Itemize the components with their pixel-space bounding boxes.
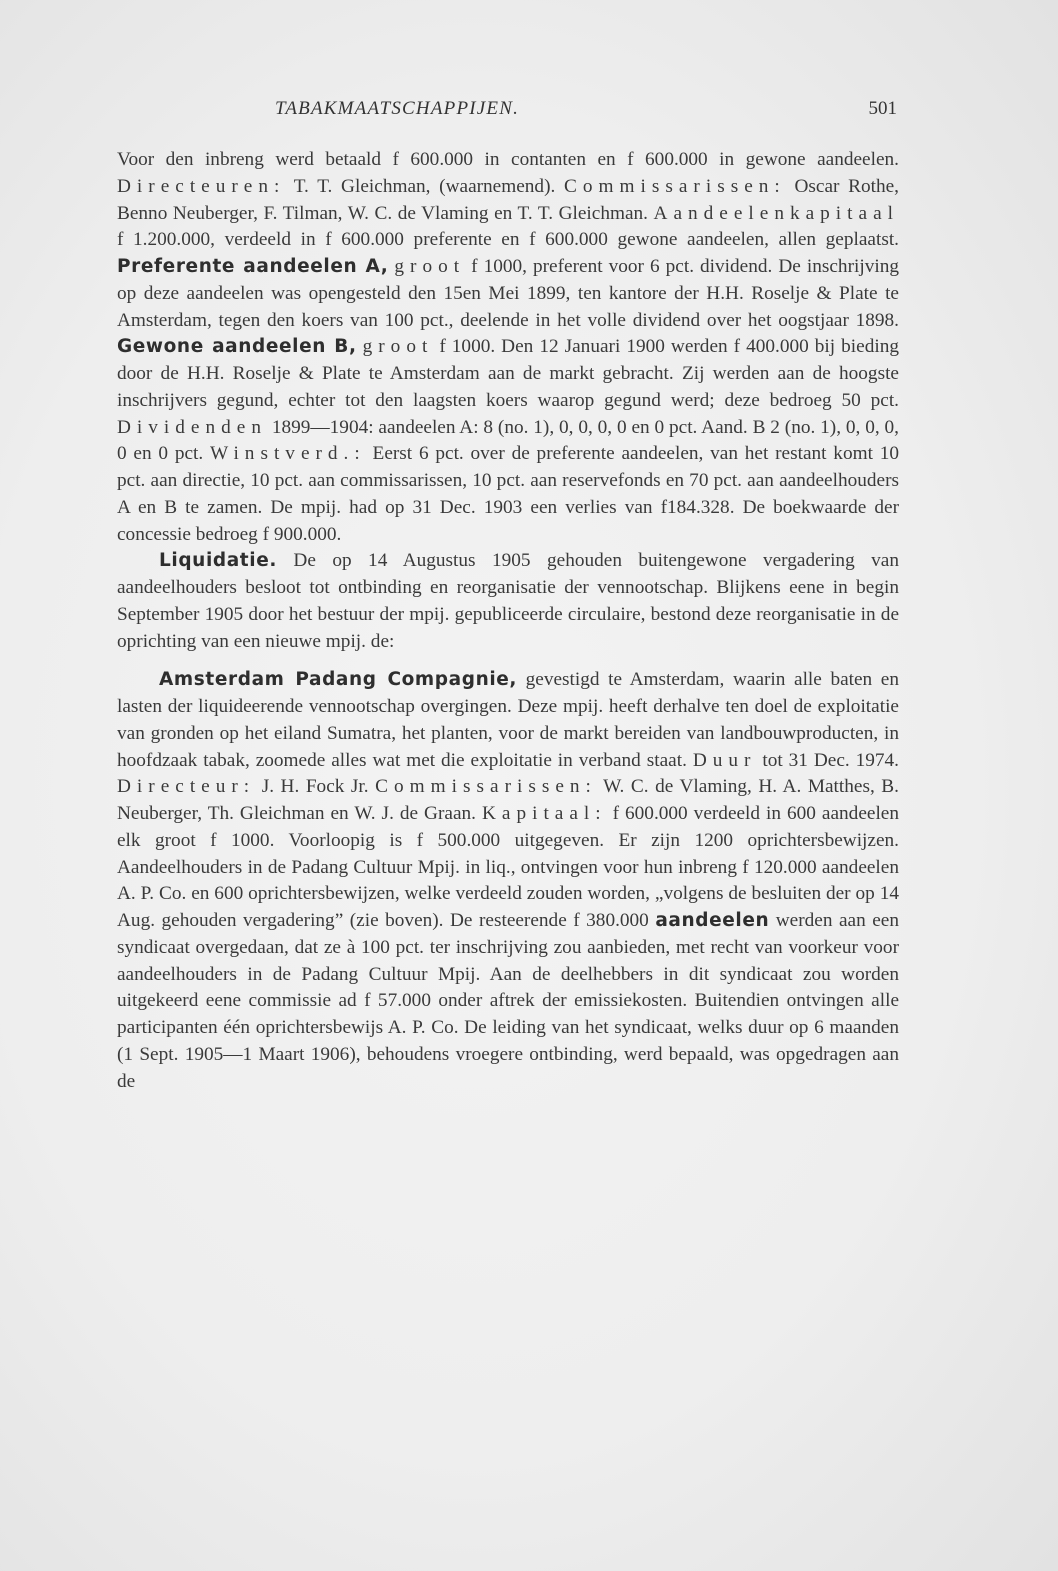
text-run: f 1.200.000, verdeeld in f 600.000 preferente en f 600.000 gewone aandeelen, allen geplaatst. [117,229,899,251]
spaced-label: Kapitaal: [481,803,607,824]
page-number: 501 [868,98,897,119]
spaced-label: Directeuren: [117,175,286,197]
spaced-label: Aandeelenkapitaal [653,202,899,224]
bold-heading: Preferente aandeelen A, [117,256,389,277]
spaced-label: groot [394,256,466,277]
paragraph-preferente [117,147,899,548]
text-run: Voor den inbreng werd betaald f 600.000 in contanten en f 600.000 in gewone aandeelen. [117,149,899,170]
bold-heading: aandeelen [655,910,770,931]
running-head [117,93,899,123]
text-run: T. T. Gleichman, (waarnemend). [285,175,565,197]
bold-heading: Amsterdam Padang Compagnie, [159,669,518,691]
paragraph-amsterdam-padang-compagnie [117,667,899,1095]
spaced-label: Duur [692,749,757,771]
text-run: Eerst 6 pct. over de preferente aandeelen, van het restant komt 10 pct. aan directie, 10 pct. aan commissarissen, 10 pct. aan reservefonds en 70 pct. aan aandeelhouders A en B te zamen. De mpij. had op 31 Dec. 1903 een verlies van f184.328. De boekwaarde der concessie bedroeg f 900.000. [117,443,900,545]
text-run: De op 14 Augustus 1905 gehouden buitengewone vergadering van aandeelhouders besloot tot ontbinding en reorganisatie der vennootschap. Blijkens eene in begin September 1905 door het bestuur der mpij. gepubliceerde circulaire, bestond deze reorganisatie in de oprichting van een nieuwe mpij. de: [117,550,899,652]
bold-heading: Liquidatie. [159,550,277,572]
spaced-label: groot [362,336,434,358]
running-head-title: TABAKMAATSCHAPPIJEN. [275,98,520,119]
bold-heading: Gewone aandeelen B, [117,336,357,358]
spaced-label: Commissarissen: [564,175,786,197]
text-run: tot 31 Dec. 1974. [756,749,899,771]
text-run: f 1000. Den 12 Januari 1900 werden f 400.000 bij bieding door de H.H. Roselje & Plate te Amsterdam aan de markt gebracht. Zij werden aan de hoogste inschrijvers gegund, echter tot den laagsten koers waarop gegund werd; deze bedroeg 50 pct. [117,336,899,411]
text-run: f 600.000 verdeeld in 600 aandeelen elk groot f 1000. Voorloopig is f 500.000 uitgegeven. Er zijn 1200 oprichtersbewijzen. Aandeelhouders in de Padang Cultuur Mpij. in liq., ontvingen voor hun inbreng f 120.000 aandeelen A. P. Co. en 600 oprichtersbewijzen, welke verdeeld zouden worden, „volgens de besluiten der op 14 Aug. gehouden vergadering” (zie boven). De resteerende f 380.000 [117,803,899,931]
book-page [117,93,899,1095]
text-run: werden aan een syndicaat overgedaan, dat ze à 100 pct. ter inschrijving zou aanbieden, met recht van voorkeur voor aandeelhouders in de Padang Cultuur Mpij. Aan de deelhebbers in dit syndicaat zou worden uitgekeerd eene commissie ad f 57.000 onder aftrek der emissiekosten. Buitendien ontvingen alle participanten één oprichtersbewijs A. P. Co. De leiding van het syndicaat, welks duur op 6 maanden (1 Sept. 1905—1 Maart 1906), behoudens vroegere ontbinding, werd bepaald, was opgedragen aan de [117,910,900,1092]
spaced-label: Winstverd.: [210,443,366,465]
spaced-label: Directeur: [117,776,256,798]
text-run: gevestigd te Amsterdam, waarin alle baten en lasten der liquideerende vennootschap overgingen. Deze mpij. heeft derhalve ten doel de exploitatie van gronden op het eiland Sumatra, het planten, voor de markt bereiden van landbouwproducten, in hoofdzaak tabak, zoomede alles wat met die exploitatie in verband staat. [117,669,899,771]
text-run: Oscar Rothe, Benno Neuberger, F. Tilman, W. C. de Vlaming en T. T. Gleichman. [117,175,899,224]
spaced-label: Dividenden [117,416,267,438]
text-run: 1899—1904: aandeelen A: 8 (no. 1), 0, 0, 0, 0 en 0 pct. Aand. B 2 (no. 1), 0, 0, 0, 0 en 0 pct. [117,416,899,465]
text-run: f 1000, preferent voor 6 pct. dividend. De inschrijving op deze aandeelen was opengesteld den 15en Mei 1899, ten kantore der H.H. Roselje & Plate te Amsterdam, tegen den koers van 100 pct., deelende in het volle dividend over het oogstjaar 1898. [117,256,899,331]
body-text [117,147,899,1095]
text-run: J. H. Fock Jr. [255,776,376,798]
text-run: W. C. de Vlaming, H. A. Matthes, B. Neuberger, Th. Gleichman en W. J. de Graan. [117,776,899,824]
spaced-label: Commissarissen: [375,776,597,798]
paragraph-liquidatie [117,548,899,655]
